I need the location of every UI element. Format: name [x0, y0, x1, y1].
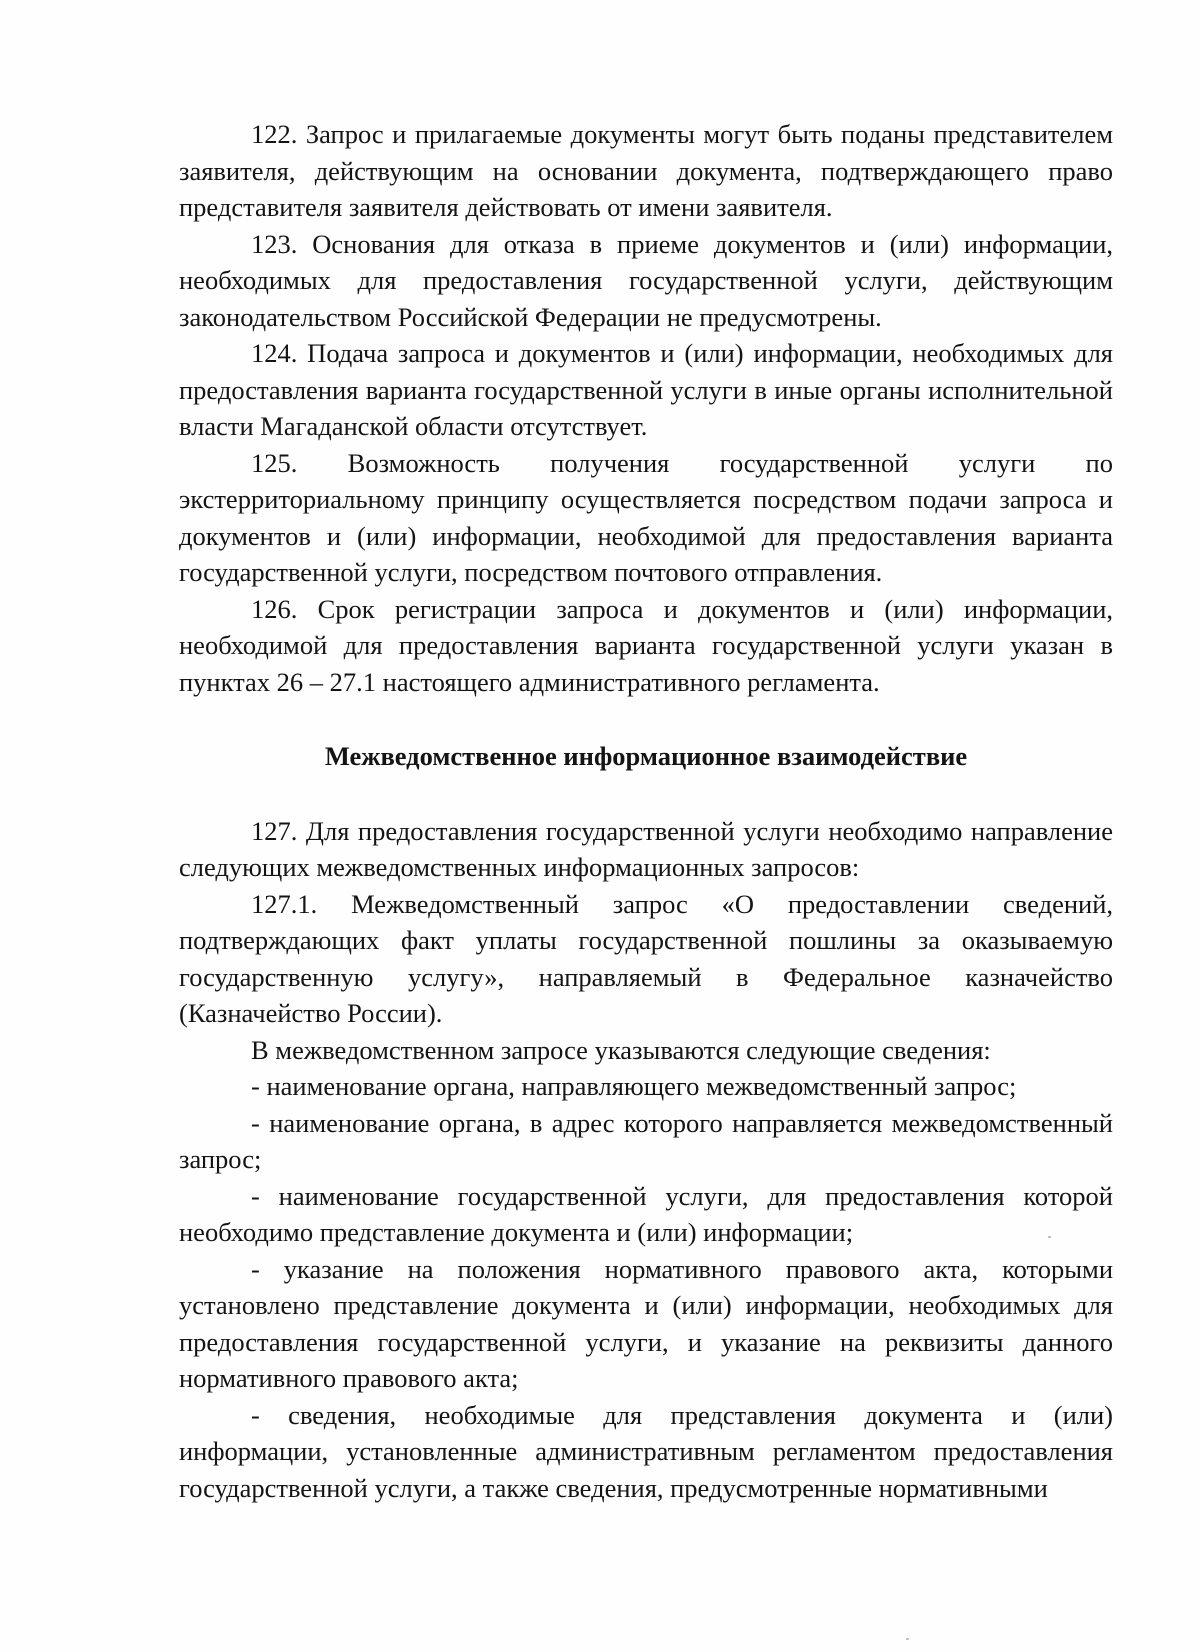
paragraph-122: 122. Запрос и прилагаемые документы могут быть поданы представителем заявителя, действующим на основании документа, подтверждающего право представителя заявителя действовать от имени заявителя.	[179, 119, 1113, 222]
paragraph-125: 125. Возможность получения государственной услуги по экстерриториальному принципу осуществляется посредством подачи запроса и документов и (или) информации, необходимой для предоставления варианта государственной услуги, посредством почтового отправления.	[179, 447, 1113, 587]
document-body	[179, 116, 1113, 1506]
list-item-addressee-body: - наименование органа, в адрес которого направляется межведомственный запрос;	[179, 1107, 1113, 1174]
paragraph-127-1: 127.1. Межведомственный запрос «О предоставлении сведений, подтверждающих факт уплаты государственной пошлины за оказываемую государственную услугу», направляемый в Федеральное казначейство (Казначейство России).	[179, 888, 1113, 1028]
list-item-service-name: - наименование государственной услуги, для предоставления которой необходимо представление документа и (или) информации;	[179, 1180, 1113, 1247]
paragraph-124: 124. Подача запроса и документов и (или) информации, необходимых для предоставления варианта государственной услуги в иные органы исполнительной власти Магаданской области отсутствует.	[179, 338, 1113, 441]
paragraph-127: 127. Для предоставления государственной услуги необходимо направление следующих межведомственных информационных запросов:	[179, 815, 1113, 882]
paragraph-126: 126. Срок регистрации запроса и документов и (или) информации, необходимой для предоставления варианта государственной услуги указан в пунктах 26 – 27.1 настоящего административного регламента.	[179, 593, 1113, 697]
section-heading: Межведомственное информационное взаимодействие	[324, 741, 968, 771]
list-item-requesting-body: - наименование органа, направляющего межведомственный запрос;	[251, 1071, 1017, 1101]
list-item-legal-act-reference: - указание на положения нормативного правового акта, которыми установлено представление документа и (или) информации, необходимых для предоставления государственной услуги, и указание на реквизиты данного нормативного правового акта;	[179, 1253, 1113, 1393]
paragraph-request-details-intro: В межведомственном запросе указываются следующие сведения:	[251, 1034, 991, 1065]
scan-speck	[1048, 1236, 1051, 1238]
paragraph-123: 123. Основания для отказа в приеме документов и (или) информации, необходимых для предоставления государственной услуги, действующим законодательством Российской Федерации не предусмотрены.	[179, 228, 1113, 332]
list-item-required-information: - сведения, необходимые для представления документа и (или) информации, установленные административным регламентом предоставления государственной услуги, а также сведения, предусмотренные нормативными	[179, 1399, 1113, 1503]
scan-speck	[906, 1638, 909, 1640]
